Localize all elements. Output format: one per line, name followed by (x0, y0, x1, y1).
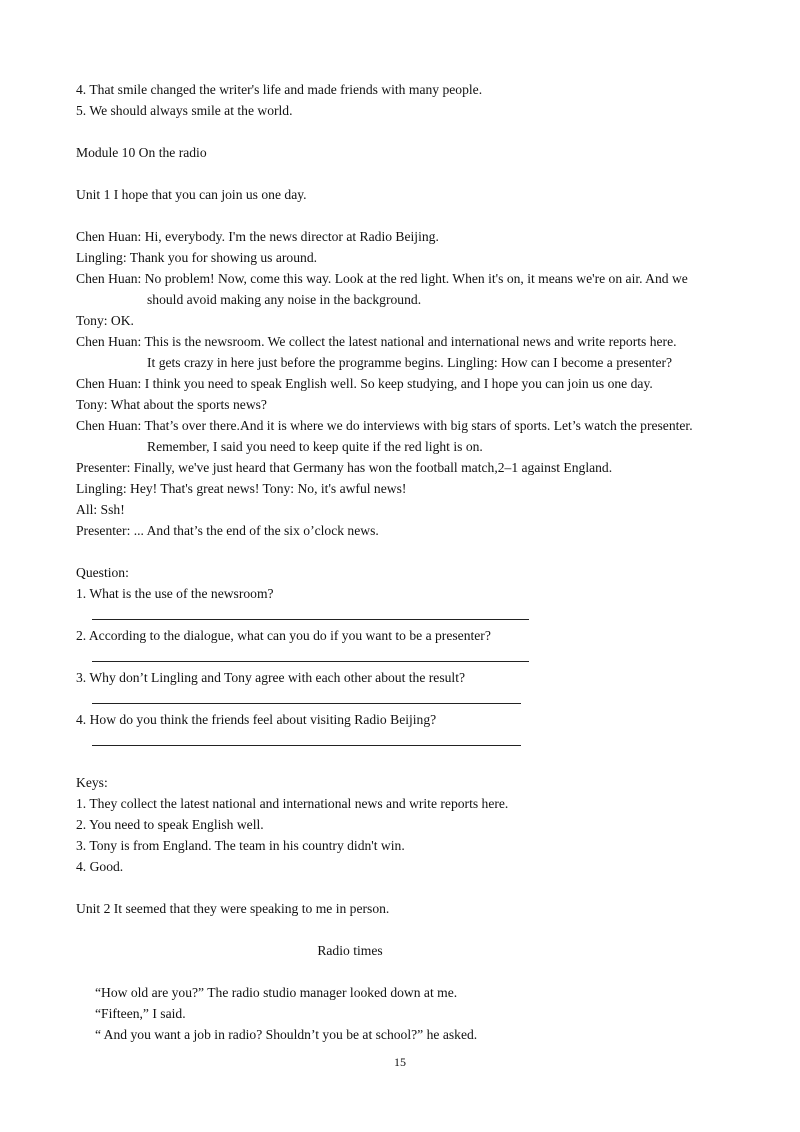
dialogue-line: Chen Huan: Hi, everybody. I'm the news director at Radio Beijing. (76, 229, 439, 244)
question-item: 3. Why don’t Lingling and Tony agree with each other about the result? (76, 670, 466, 685)
dialogue-line: Presenter: Finally, we've just heard that Germany has won the football match,2–1 against England. (76, 460, 613, 475)
dialogue-line: Chen Huan: I think you need to speak English well. So keep studying, and I hope you can join us one day. (76, 376, 653, 391)
dialogue-line: Remember, I said you need to keep quite if the red light is on. (147, 439, 483, 454)
question-heading: Question: (76, 565, 129, 580)
story-line: “Fifteen,” I said. (95, 1006, 186, 1021)
dialogue-line: should avoid making any noise in the background. (147, 292, 422, 307)
key-item: 3. Tony is from England. The team in his country didn't win. (76, 838, 405, 853)
key-item: 4. Good. (76, 859, 124, 874)
module-title: Module 10 On the radio (76, 145, 207, 160)
dialogue-line: Lingling: Thank you for showing us around. (76, 250, 318, 265)
answer-line[interactable] (92, 661, 529, 662)
dialogue-line: Chen Huan: This is the newsroom. We collect the latest national and international news and write reports here. (76, 334, 677, 349)
question-item: 2. According to the dialogue, what can you do if you want to be a presenter? (76, 628, 491, 643)
unit2-title: Unit 2 It seemed that they were speaking to me in person. (76, 901, 390, 916)
story-line: “How old are you?” The radio studio manager looked down at me. (95, 985, 458, 1000)
question-item: 1. What is the use of the newsroom? (76, 586, 274, 601)
dialogue-line: It gets crazy in here just before the programme begins. Lingling: How can I become a presenter? (147, 355, 673, 370)
dialogue-line: All: Ssh! (76, 502, 125, 517)
dialogue-line: Presenter: ... And that’s the end of the six o’clock news. (76, 523, 379, 538)
intro-line: 4. That smile changed the writer's life and made friends with many people. (76, 82, 483, 97)
page-number: 15 (394, 1055, 406, 1069)
answer-line[interactable] (92, 745, 521, 746)
question-item: 4. How do you think the friends feel about visiting Radio Beijing? (76, 712, 437, 727)
keys-heading: Keys: (76, 775, 108, 790)
answer-line[interactable] (92, 619, 529, 620)
dialogue-line: Tony: OK. (76, 313, 134, 328)
dialogue-line: Chen Huan: No problem! Now, come this way. Look at the red light. When it's on, it means we're on air. And we (76, 271, 688, 286)
story-line: “ And you want a job in radio? Shouldn’t you be at school?” he asked. (95, 1027, 478, 1042)
key-item: 1. They collect the latest national and international news and write reports here. (76, 796, 509, 811)
key-item: 2. You need to speak English well. (76, 817, 264, 832)
dialogue-line: Chen Huan: That’s over there.And it is where we do interviews with big stars of sports. Let’s watch the presenter. (76, 418, 693, 433)
answer-line[interactable] (92, 703, 521, 704)
dialogue-line: Lingling: Hey! That's great news! Tony: No, it's awful news! (76, 481, 407, 496)
intro-line: 5. We should always smile at the world. (76, 103, 293, 118)
dialogue-line: Tony: What about the sports news? (76, 397, 267, 412)
story-title: Radio times (317, 943, 383, 958)
unit1-title: Unit 1 I hope that you can join us one day. (76, 187, 307, 202)
